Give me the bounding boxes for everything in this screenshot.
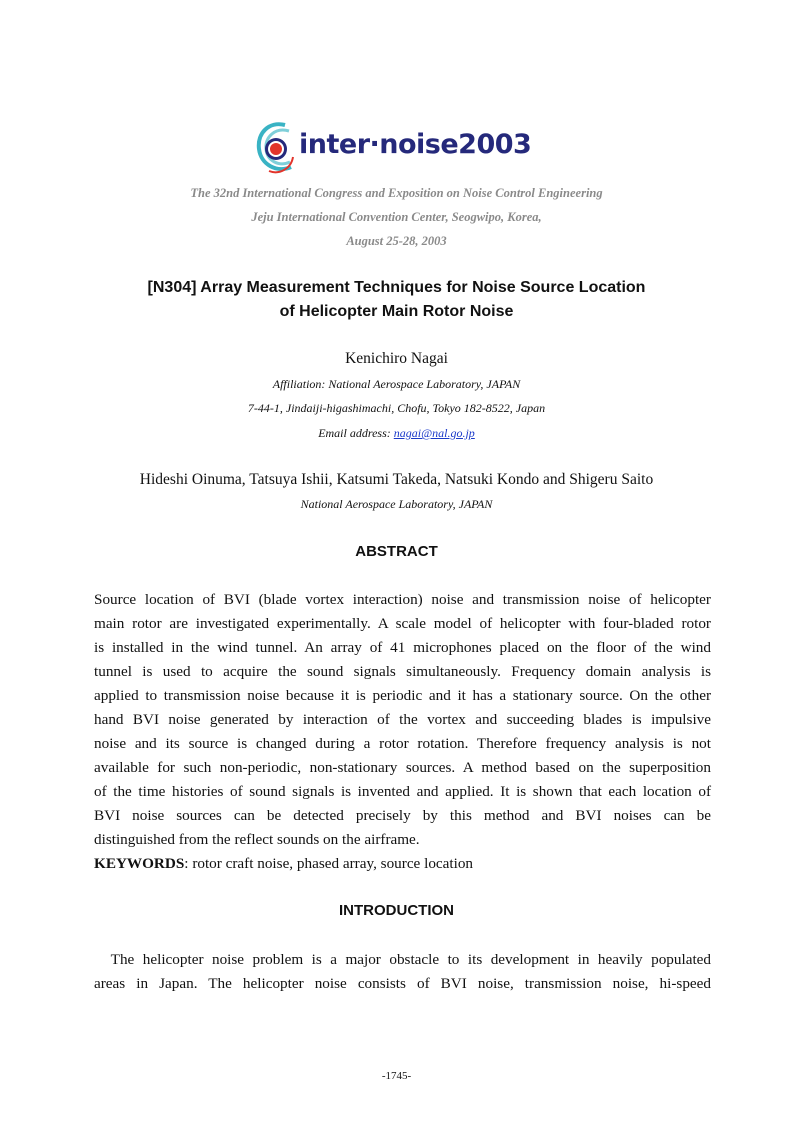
abstract-line: of the time histories of sound signals is invented and applied. It is shown that each location of	[94, 783, 711, 800]
abstract-line: available for such non-periodic, non-stationary sources. A method based on the superposition	[94, 759, 711, 776]
email-link[interactable]: nagai@nal.go.jp	[393, 426, 475, 440]
email-label: Email address:	[318, 426, 394, 440]
abstract-line: hand BVI noise generated by interaction of the vortex and succeeding blades is impulsive	[94, 711, 711, 728]
conference-dates: August 25-28, 2003	[346, 234, 447, 248]
abstract-line: tunnel is used to acquire the sound signals simultaneously. Frequency domain analysis is	[94, 663, 711, 680]
paper-title-line1: [N304] Array Measurement Techniques for Noise Source Location	[147, 279, 646, 296]
abstract-line: main rotor are investigated experimentally. A scale model of helicopter with four-bladed rotor	[94, 615, 711, 632]
main-address: 7-44-1, Jindaiji-higashimachi, Chofu, Tokyo 182-8522, Japan	[247, 401, 546, 415]
introduction-heading: INTRODUCTION	[339, 902, 454, 919]
main-affiliation: Affiliation: National Aerospace Laboratory, JAPAN	[272, 377, 521, 391]
keywords-line	[94, 852, 711, 876]
main-author: Kenichiro Nagai	[345, 350, 448, 367]
conference-logo	[255, 119, 545, 181]
email-line	[0, 426, 793, 441]
keywords-list: : rotor craft noise, phased array, source location	[184, 855, 474, 872]
abstract-line: Source location of BVI (blade vortex interaction) noise and transmission noise of helicopter	[94, 591, 711, 608]
abstract-line: applied to transmission noise because it is periodic and it has a stationary source. On the other	[94, 687, 711, 704]
abstract-last-line: distinguished from the reflect sounds on the airframe.	[94, 831, 420, 848]
intro-line: The helicopter noise problem is a major obstacle to its development in heavily populated	[94, 951, 711, 968]
keywords-label: KEYWORDS	[94, 855, 185, 872]
coauthor-affiliation: National Aerospace Laboratory, JAPAN	[300, 497, 493, 511]
conference-venue: Jeju International Convention Center, Seogwipo, Korea,	[251, 210, 542, 224]
abstract-line: BVI noise sources can be detected precisely by this method and BVI noises can be	[94, 807, 711, 824]
abstract-line: is installed in the wind tunnel. An array of 41 microphones placed on the floor of the wind	[94, 639, 711, 656]
paper-title-line2: of Helicopter Main Rotor Noise	[279, 303, 514, 320]
logo-wordmark: inter·noise2003	[299, 129, 532, 160]
page-number: -1745-	[381, 1070, 412, 1082]
introduction-body	[94, 948, 711, 996]
conference-name: The 32nd International Congress and Exposition on Noise Control Engineering	[190, 186, 603, 200]
abstract-heading: ABSTRACT	[355, 543, 438, 560]
coauthors: Hideshi Oinuma, Tatsuya Ishii, Katsumi Takeda, Natsuki Kondo and Shigeru Saito	[139, 471, 654, 488]
abstract-line: noise and its source is changed during a rotor rotation. Therefore frequency analysis is not	[94, 735, 711, 752]
intro-line: areas in Japan. The helicopter noise consists of BVI noise, transmission noise, hi-speed	[94, 975, 711, 992]
swirl-logo-icon	[255, 119, 299, 179]
abstract-body	[94, 588, 711, 876]
